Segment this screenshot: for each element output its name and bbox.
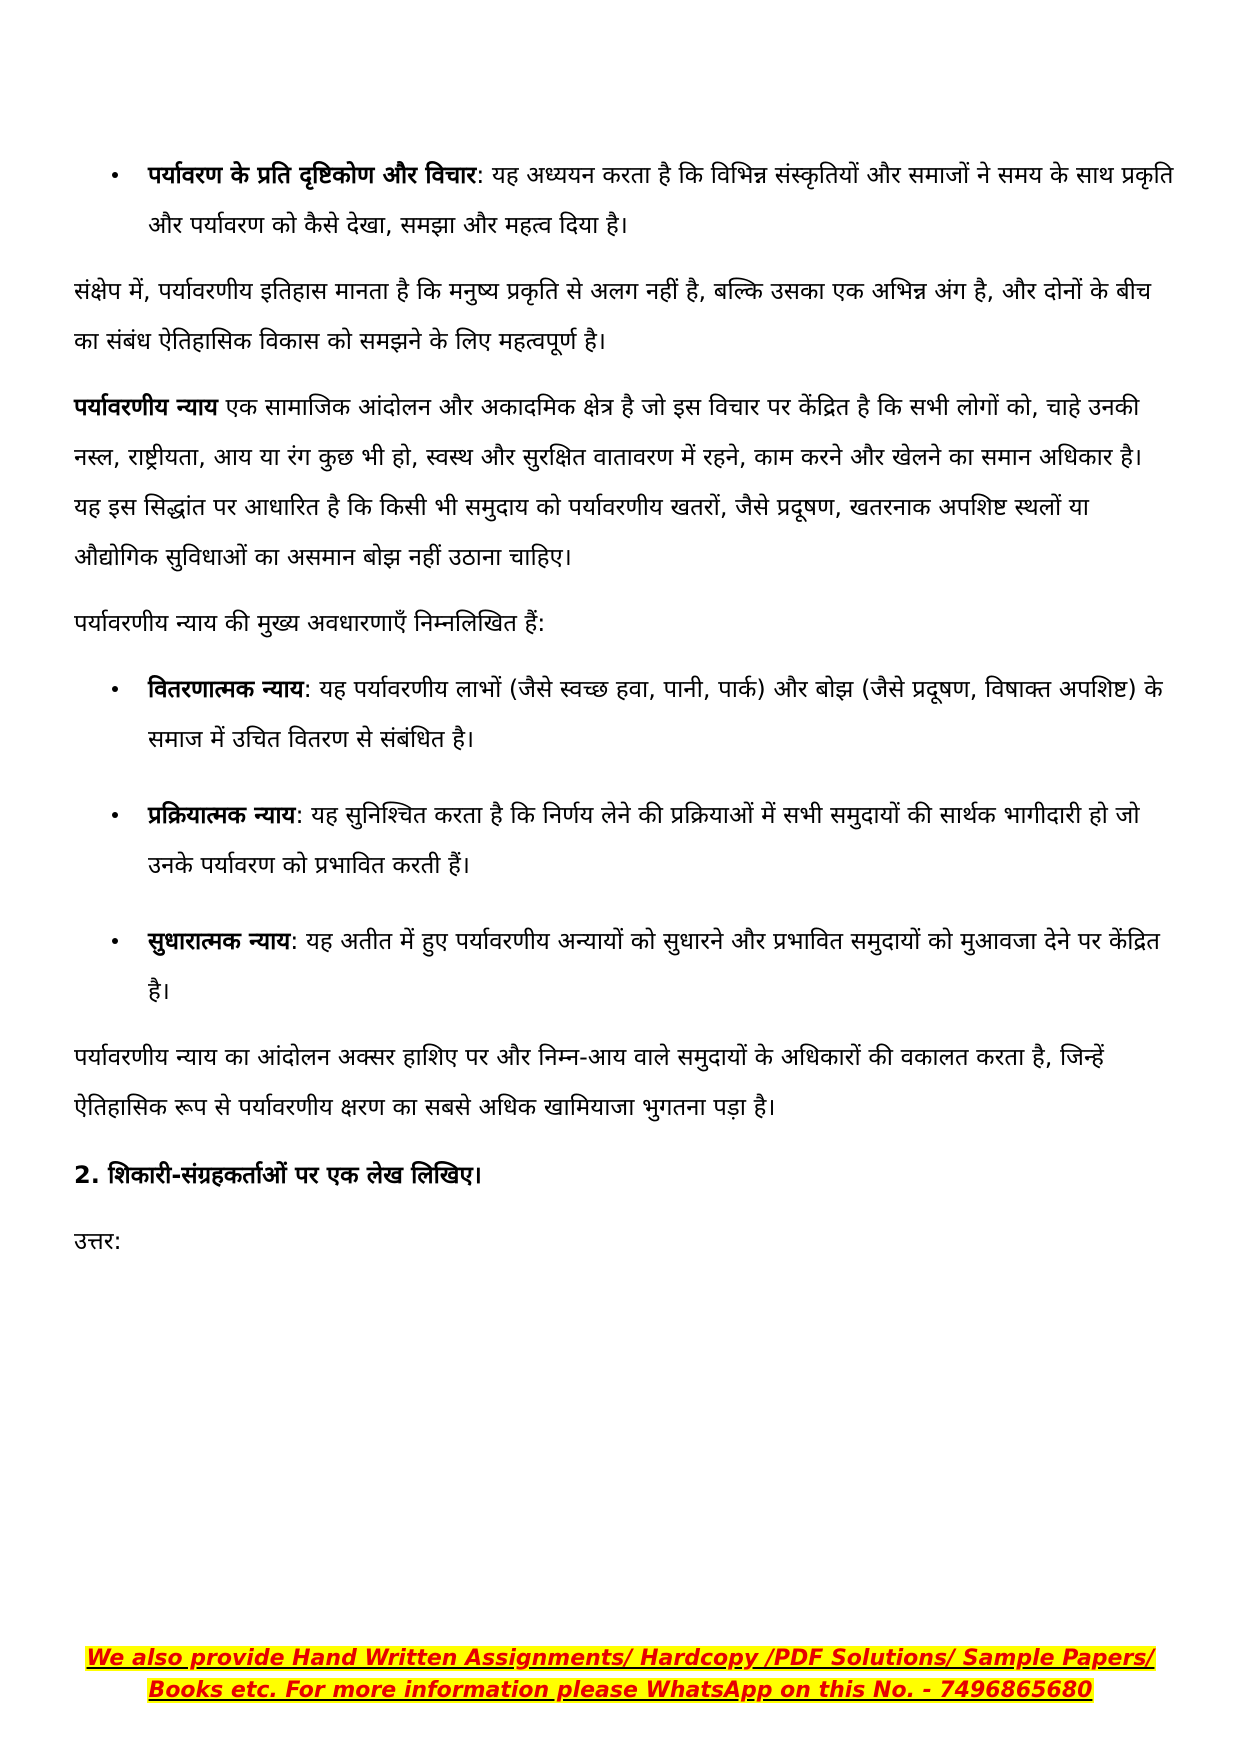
justice-term: पर्यावरणीय न्याय bbox=[74, 393, 218, 421]
list-item bbox=[74, 150, 1174, 250]
justice-paragraph bbox=[74, 382, 1174, 582]
footer-line-2: Books etc. For more information please WhatsApp on this No. - 7496865680 bbox=[148, 1678, 1093, 1703]
footer-line-1: We also provide Hand Written Assignments/ Hardcopy /PDF Solutions/ Sample Papers/ bbox=[86, 1646, 1155, 1671]
document-body bbox=[74, 150, 1174, 1282]
concepts-intro: पर्यावरणीय न्याय की मुख्य अवधारणाएँ निम्नलिखित हैं: bbox=[74, 609, 546, 637]
concepts-list bbox=[74, 664, 1174, 1016]
bullet-icon bbox=[112, 812, 118, 818]
bullet-icon bbox=[112, 938, 118, 944]
concept-text: : यह अतीत में हुए पर्यावरणीय अन्यायों को सुधारने और प्रभावित समुदायों को मुआवजा देने पर केंद्रित है। bbox=[148, 927, 1160, 1005]
list-item bbox=[74, 790, 1174, 890]
movement-paragraph: पर्यावरणीय न्याय का आंदोलन अक्सर हाशिए पर और निम्न-आय वाले समुदायों के अधिकारों की वकालत करता है, जिन्हें ऐतिहासिक रूप से पर्यावरणीय क्षरण का सबसे अधिक खामियाजा भुगतना पड़ा है। bbox=[74, 1043, 1104, 1121]
justice-text: एक सामाजिक आंदोलन और अकादमिक क्षेत्र है जो इस विचार पर केंद्रित है कि सभी लोगों को, चाहे उनकी नस्ल, राष्ट्रीयता, आय या रंग कुछ भी हो, स्वस्थ और सुरक्षित वातावरण में रहने, काम करने और खेलने का समान अधिकार है। यह इस सिद्धांत पर आधारित है कि किसी भी समुदाय को पर्यावरणीय खतरों, जैसे प्रदूषण, खतरनाक अपशिष्ट स्थलों या औद्योगिक सुविधाओं का असमान बोझ नहीं उठाना चाहिए। bbox=[74, 393, 1143, 571]
concept-text: : यह पर्यावरणीय लाभों (जैसे स्वच्छ हवा, पानी, पार्क) और बोझ (जैसे प्रदूषण, विषाक्त अपशिष्ट) के समाज में उचित वितरण से संबंधित है। bbox=[148, 675, 1163, 753]
list-item bbox=[74, 664, 1174, 764]
concept-text: : यह सुनिश्चित करता है कि निर्णय लेने की प्रक्रियाओं में सभी समुदायों की सार्थक भागीदारी हो जो उनके पर्यावरण को प्रभावित करती हैं। bbox=[148, 801, 1140, 879]
bullet-icon bbox=[112, 172, 118, 178]
footer-notice bbox=[0, 1643, 1241, 1707]
bullet-term: पर्यावरण के प्रति दृष्टिकोण और विचार bbox=[148, 161, 477, 189]
concept-term: प्रक्रियात्मक न्याय bbox=[148, 801, 296, 829]
top-bullet-list bbox=[74, 150, 1174, 250]
concept-term: सुधारात्मक न्याय bbox=[148, 927, 291, 955]
question-heading: 2. शिकारी-संग्रहकर्ताओं पर एक लेख लिखिए। bbox=[74, 1161, 482, 1189]
bullet-icon bbox=[112, 686, 118, 692]
answer-label: उत्तर: bbox=[74, 1227, 122, 1255]
bullet-text: : यह अध्ययन करता है कि विभिन्न संस्कृतियों और समाजों ने समय के साथ प्रकृति और पर्यावरण को कैसे देखा, समझा और महत्व दिया है। bbox=[148, 161, 1174, 239]
summary-paragraph: संक्षेप में, पर्यावरणीय इतिहास मानता है कि मनुष्य प्रकृति से अलग नहीं है, बल्कि उसका एक अभिन्न अंग है, और दोनों के बीच का संबंध ऐतिहासिक विकास को समझने के लिए महत्वपूर्ण है। bbox=[74, 277, 1152, 355]
list-item bbox=[74, 916, 1174, 1016]
concept-term: वितरणात्मक न्याय bbox=[148, 675, 304, 703]
